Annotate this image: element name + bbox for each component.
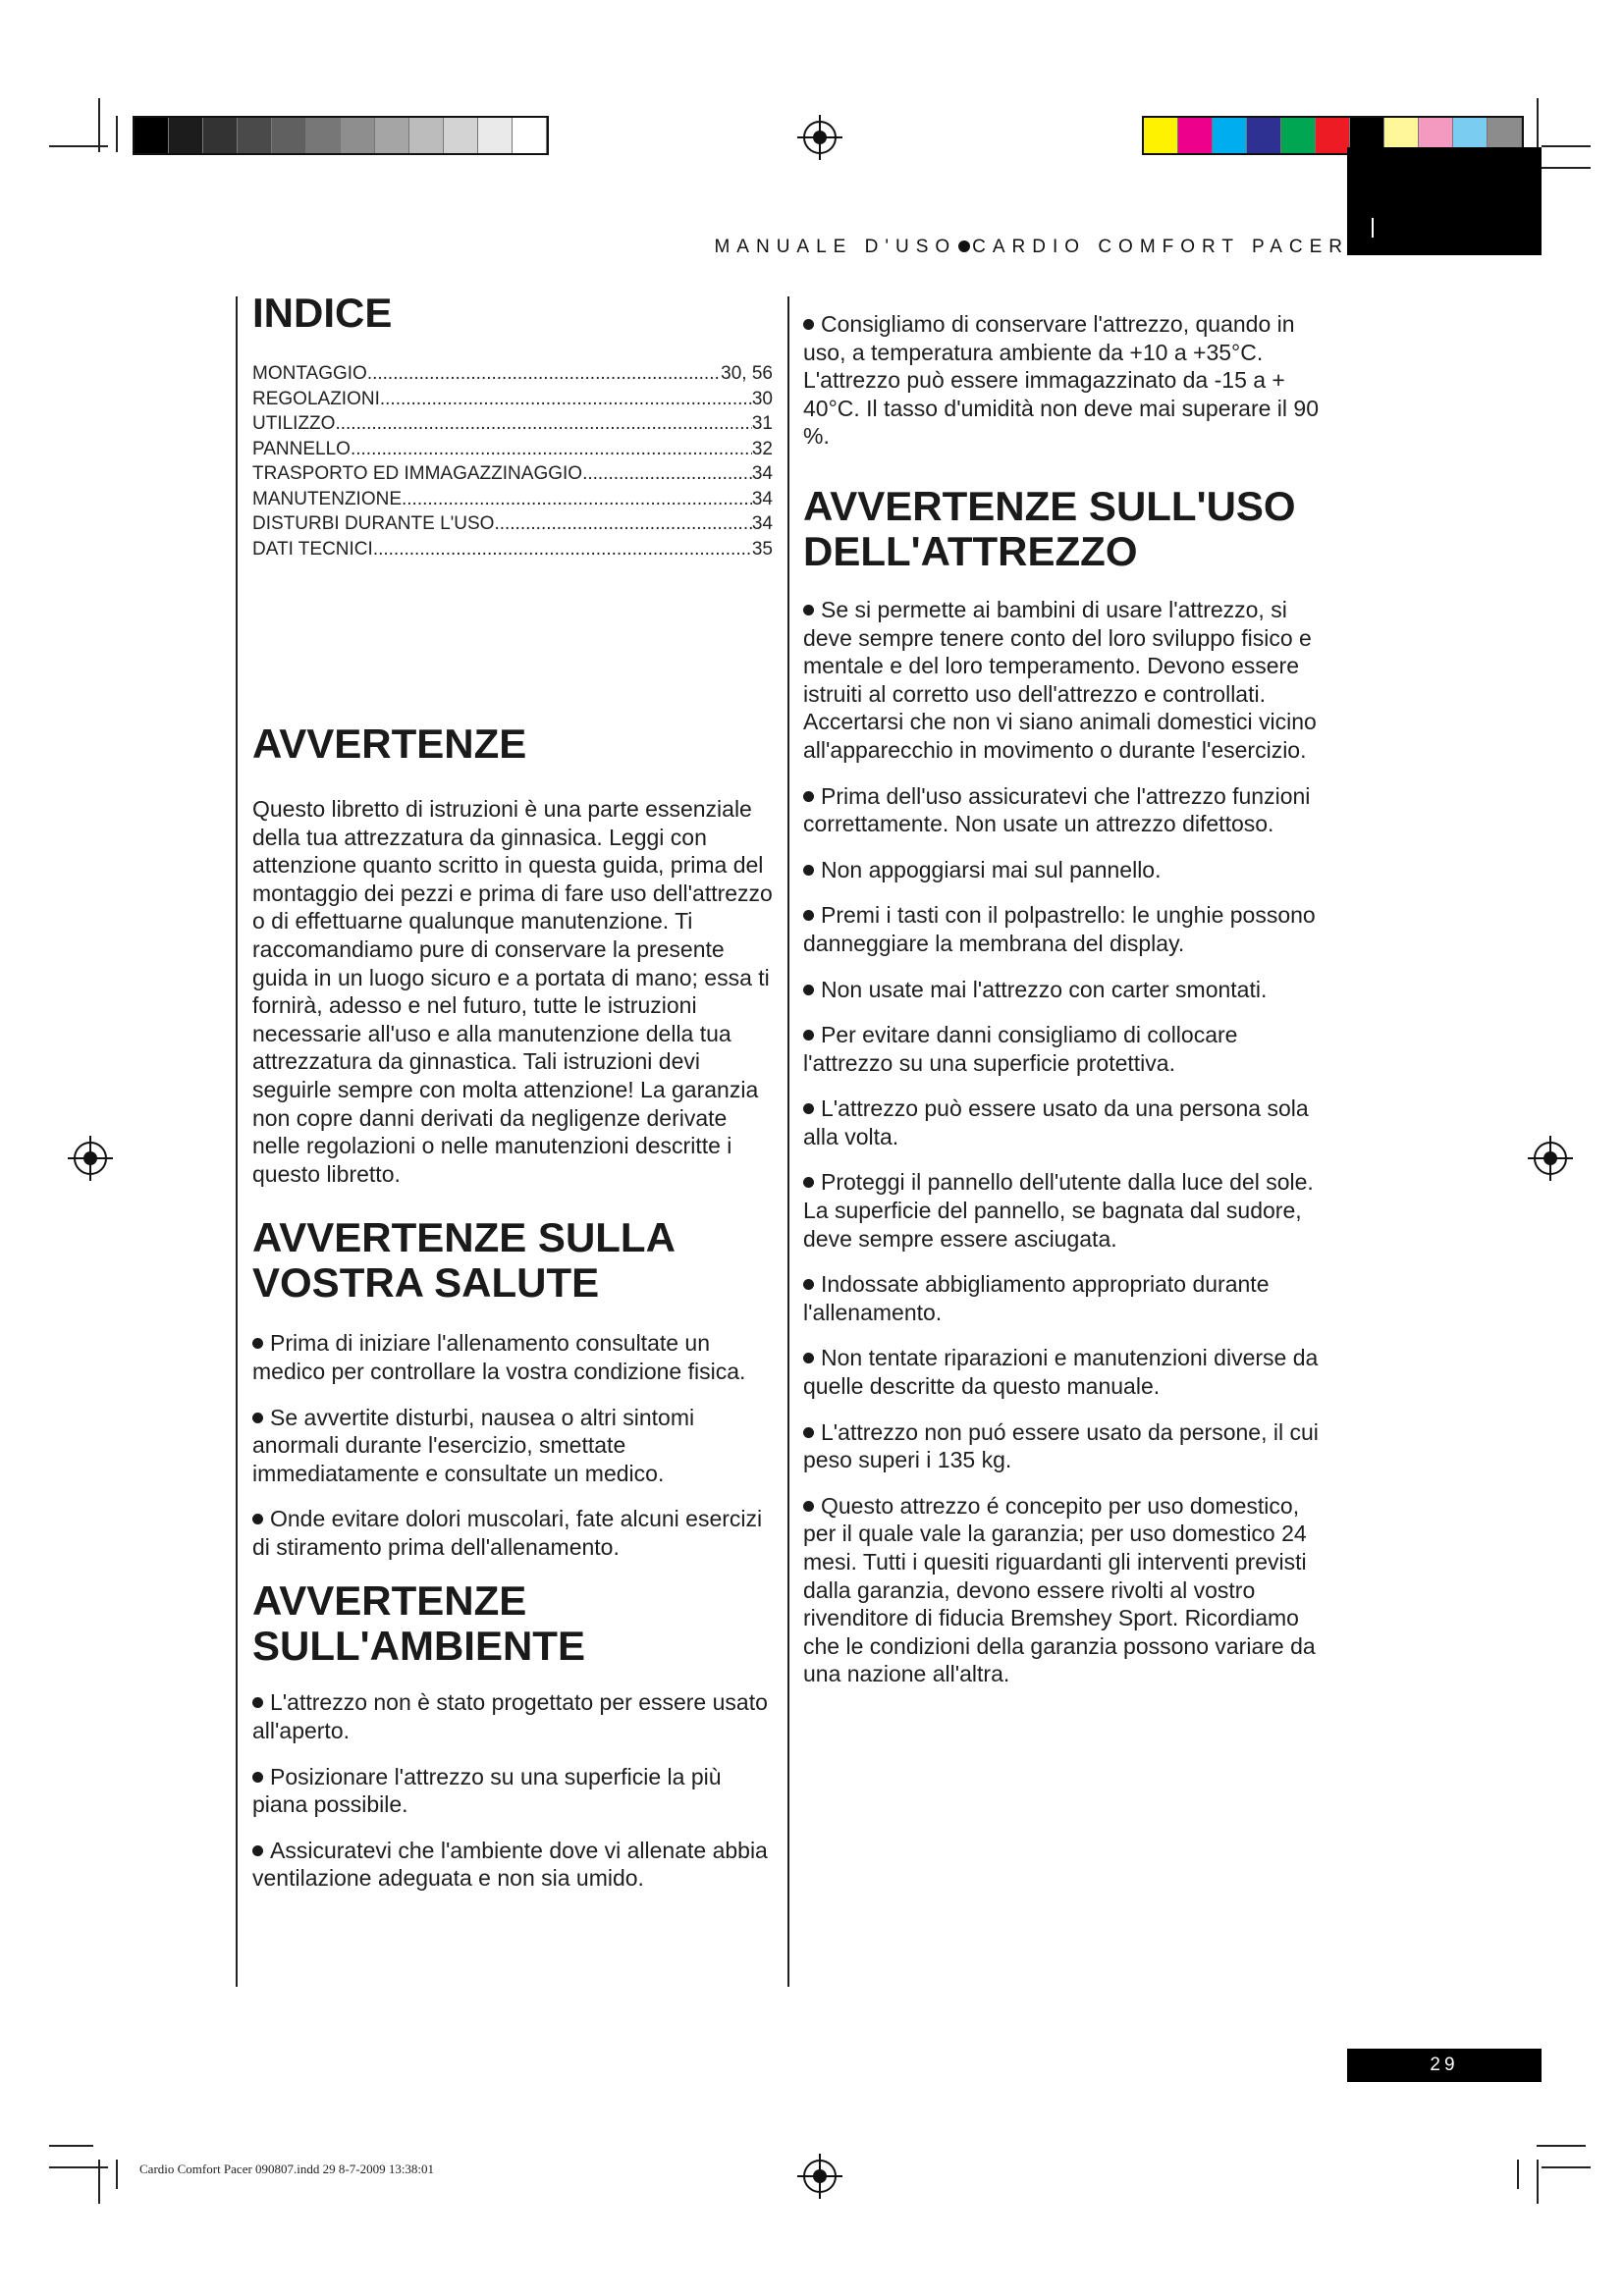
toc-row xyxy=(252,461,773,487)
uso-title: AVVERTENZE SULL'USO DELL'ATTREZZO xyxy=(803,482,1296,574)
bullet-icon xyxy=(252,1514,263,1524)
gray-swatch xyxy=(444,118,478,153)
color-swatch xyxy=(1144,118,1178,153)
toc-page: 32 xyxy=(751,438,773,459)
bullet-text: Se avvertite disturbi, nausea o altri sintomi anormali durante l'esercizio, smettate immediatamente e consultate un medico. xyxy=(252,1404,695,1486)
toc-leader-dots xyxy=(494,511,751,537)
table-of-contents xyxy=(252,361,773,561)
bullet-text: Onde evitare dolori muscolari, fate alcuni esercizi di stiramento prima dell'allenamento. xyxy=(252,1506,763,1560)
bullet-paragraph xyxy=(803,1021,1324,1077)
toc-label: REGOLAZIONI xyxy=(252,388,380,409)
bullet-paragraph xyxy=(803,1270,1324,1326)
bullet-text: Prima dell'uso assicuratevi che l'attrezzo funzioni correttamente. Non usate un attrezzo difettoso. xyxy=(803,782,1311,837)
gray-swatch xyxy=(272,118,306,153)
left-column-rule xyxy=(236,296,238,1987)
toc-leader-dots xyxy=(380,387,752,412)
bullet-paragraph xyxy=(252,1688,773,1744)
bullet-paragraph xyxy=(803,1344,1324,1400)
toc-page: 30, 56 xyxy=(721,363,773,384)
index-title: INDICE xyxy=(252,290,393,336)
toc-page: 30 xyxy=(751,388,773,409)
bullet-text: Se si permette ai bambini di usare l'attrezzo, si deve sempre tenere conto del loro sviluppo fisico e mentale e del loro temperamento. Devono essere istruiti al corretto uso dell'attrezzo e controllati. Accertarsi che non vi siano animali domestici vicino all'apparecchio in movimento o durante l'esercizio. xyxy=(803,596,1317,763)
toc-leader-dots xyxy=(351,437,752,462)
toc-label: PANNELLO xyxy=(252,438,351,459)
toc-label: TRASPORTO ED IMMAGAZZINAGGIO xyxy=(252,463,583,484)
bullet-icon xyxy=(803,910,814,921)
color-swatch xyxy=(1247,118,1281,153)
toc-page: 34 xyxy=(751,463,773,484)
bullet-paragraph xyxy=(803,976,1324,1004)
bullet-text: Premi i tasti con il polpastrello: le unghie possono danneggiare la membrana del display. xyxy=(803,902,1316,956)
bullet-icon xyxy=(803,605,814,615)
bullet-paragraph xyxy=(803,782,1324,838)
color-swatch xyxy=(1316,118,1350,153)
toc-row xyxy=(252,437,773,462)
salute-title: AVVERTENZE SULLA VOSTRA SALUTE xyxy=(252,1214,675,1307)
bullet-icon xyxy=(803,1103,814,1114)
gray-swatch xyxy=(169,118,203,153)
header-black-tab xyxy=(1347,147,1542,255)
gray-swatch xyxy=(341,118,375,153)
ambiente-list xyxy=(252,1688,773,1893)
registration-mark-left-icon xyxy=(74,1142,107,1175)
gray-swatch xyxy=(203,118,238,153)
left-column xyxy=(252,291,773,1910)
gray-swatch xyxy=(306,118,341,153)
bullet-text: L'attrezzo non puó essere usato da persone, il cui peso superi i 135 kg. xyxy=(803,1418,1319,1473)
bullet-text: Assicuratevi che l'ambiente dove vi allenate abbia ventilazione adeguata e non sia umido. xyxy=(252,1837,768,1892)
bullet-paragraph xyxy=(252,1837,773,1893)
toc-label: MANUTENZIONE xyxy=(252,488,402,509)
color-swatch xyxy=(1213,118,1247,153)
toc-page: 31 xyxy=(751,413,773,434)
bullet-icon xyxy=(803,865,814,876)
gray-swatch xyxy=(135,118,169,153)
bullet-icon xyxy=(803,1353,814,1363)
avvertenze-title: AVVERTENZE xyxy=(252,721,527,767)
salute-list xyxy=(252,1329,773,1561)
page-number: 29 xyxy=(1347,2049,1542,2082)
bullet-icon xyxy=(803,1030,814,1041)
file-slug: Cardio Comfort Pacer 090807.indd 29 8-7-2009 13:38:01 xyxy=(139,2162,435,2176)
right-column xyxy=(803,310,1324,1706)
bullet-paragraph xyxy=(803,1418,1324,1474)
bullet-text: Posizionare l'attrezzo su una superficie la più piana possibile. xyxy=(252,1763,722,1818)
bullet-icon xyxy=(252,1845,263,1856)
bullet-text: L'attrezzo non è stato progettato per essere usato all'aperto. xyxy=(252,1689,768,1744)
toc-leader-dots xyxy=(582,461,752,487)
toc-leader-dots xyxy=(402,487,752,512)
bullet-icon xyxy=(803,1279,814,1290)
toc-page: 35 xyxy=(751,538,773,560)
toc-page: 34 xyxy=(751,513,773,534)
storage-conditions-paragraph xyxy=(803,310,1324,451)
header-bullet-icon xyxy=(958,240,970,252)
gray-swatch xyxy=(238,118,272,153)
color-swatch xyxy=(1178,118,1213,153)
bullet-paragraph xyxy=(252,1329,773,1385)
product-label: CARDIO COMFORT PACER xyxy=(972,237,1349,257)
bullet-icon xyxy=(803,1177,814,1188)
toc-label: MONTAGGIO xyxy=(252,363,367,384)
bullet-text: Non usate mai l'attrezzo con carter smontati. xyxy=(821,976,1268,1002)
bullet-icon xyxy=(252,1413,263,1423)
toc-row xyxy=(252,511,773,537)
bullet-paragraph xyxy=(803,1168,1324,1253)
toc-label: UTILIZZO xyxy=(252,413,336,434)
header-tab-line xyxy=(1372,218,1374,238)
bullet-icon xyxy=(252,1772,263,1783)
bullet-paragraph xyxy=(252,1505,773,1561)
toc-leader-dots xyxy=(367,361,721,387)
toc-leader-dots xyxy=(335,411,751,437)
bullet-text: L'attrezzo può essere usato da una persona sola alla volta. xyxy=(803,1095,1309,1149)
bullet-paragraph xyxy=(803,596,1324,765)
toc-leader-dots xyxy=(373,537,752,562)
bullet-paragraph xyxy=(803,856,1324,884)
bullet-text: Prima di iniziare l'allenamento consultate un medico per controllare la vostra condizione fisica. xyxy=(252,1330,746,1384)
bullet-paragraph xyxy=(803,1492,1324,1688)
bullet-text: Per evitare danni consigliamo di collocare l'attrezzo su una superficie protettiva. xyxy=(803,1022,1238,1076)
bullet-icon xyxy=(803,319,814,330)
bullet-icon xyxy=(803,1501,814,1512)
bullet-paragraph xyxy=(252,1763,773,1819)
bullet-text: Proteggi il pannello dell'utente dalla luce del sole. La superficie del pannello, se bagnata dal sudore, deve sempre essere asciugata. xyxy=(803,1169,1314,1252)
grayscale-calibration-bar xyxy=(133,116,549,155)
toc-row xyxy=(252,411,773,437)
toc-row xyxy=(252,387,773,412)
manual-label: MANUALE D'USO xyxy=(714,237,957,257)
bullet-icon xyxy=(803,985,814,995)
gray-swatch xyxy=(409,118,444,153)
toc-label: DATI TECNICI xyxy=(252,538,373,560)
center-column-rule xyxy=(787,296,789,1987)
uso-list xyxy=(803,596,1324,1688)
bullet-text: Questo attrezzo é concepito per uso domestico, per il quale vale la garanzia; per uso domestico 24 mesi. Tutti i quesiti riguardanti gli interventi previsti dalla garanzia, devono essere rivolti al vostro rivenditore di fiducia Bremshey Sport. Ricordiamo che le condizioni della garanzia possono variare da una nazione all'altra. xyxy=(803,1492,1316,1687)
registration-mark-bottom-icon xyxy=(803,2160,837,2193)
gray-swatch xyxy=(375,118,409,153)
toc-label: DISTURBI DURANTE L'USO xyxy=(252,513,495,534)
toc-row xyxy=(252,361,773,387)
toc-row xyxy=(252,487,773,512)
bullet-paragraph xyxy=(803,1095,1324,1150)
bullet-paragraph xyxy=(252,1404,773,1488)
gray-swatch xyxy=(513,118,547,153)
gray-swatch xyxy=(478,118,513,153)
bullet-text: Indossate abbigliamento appropriato durante l'allenamento. xyxy=(803,1271,1270,1325)
toc-row xyxy=(252,537,773,562)
bullet-text: Non tentate riparazioni e manutenzioni diverse da quelle descritte da questo manuale. xyxy=(803,1345,1319,1400)
ambiente-title: AVVERTENZE SULL'AMBIENTE xyxy=(252,1577,585,1670)
bullet-text: Non appoggiarsi mai sul pannello. xyxy=(821,856,1162,882)
bullet-icon xyxy=(803,791,814,802)
bullet-icon xyxy=(252,1338,263,1349)
color-swatch xyxy=(1281,118,1316,153)
registration-mark-right-icon xyxy=(1534,1142,1567,1175)
registration-mark-top-icon xyxy=(803,121,837,154)
avvertenze-body: Questo libretto di istruzioni è una parte essenziale della tua attrezzatura da ginnasica. Leggi con attenzione quanto scritto in questa guida, prima del montaggio dei pezzi e prima di fare uso dell'attrezzo o di effettuarne qualunque manutenzione. Ti raccomandiamo pure di conservare la presente guida in un luogo sicuro e a portata di mano; essa ti fornirà, adesso e nel futuro, tutte le istruzioni necessarie all'uso e alla manutenzione della tua attrezzatura da ginnastica. Tali istruzioni devi seguirle sempre con molta attenzione! La garanzia non copre danni derivati da negligenze derivate nelle regolazioni o nelle manutenzioni descritte i questo libretto. xyxy=(252,796,773,1187)
toc-page: 34 xyxy=(751,488,773,509)
bullet-icon xyxy=(252,1697,263,1708)
running-header xyxy=(714,237,1349,258)
bullet-icon xyxy=(803,1427,814,1438)
bullet-paragraph xyxy=(803,901,1324,957)
storage-conditions-text: Consigliamo di conservare l'attrezzo, quando in uso, a temperatura ambiente da +10 a +35°C. L'attrezzo può essere immagazzinato da -15 a + 40°C. Il tasso d'umidità non deve mai superare il 90 %. xyxy=(803,311,1319,450)
